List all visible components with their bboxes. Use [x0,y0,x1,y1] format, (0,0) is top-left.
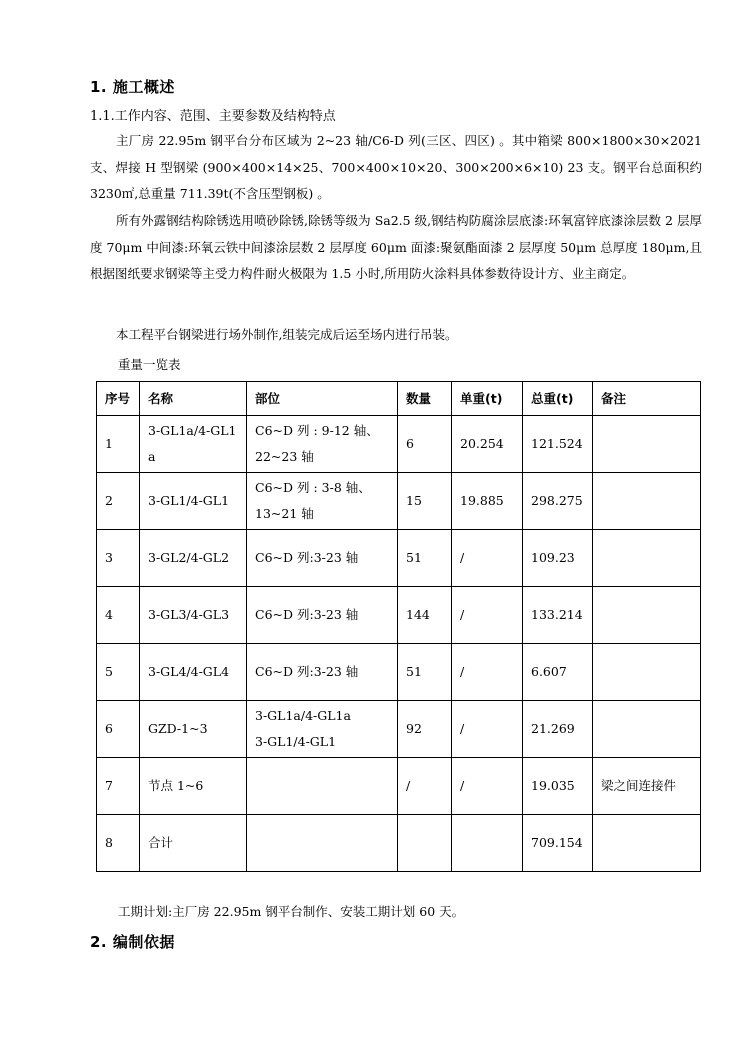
cell-total-weight: 6.607 [523,644,593,701]
cell-qty: / [398,758,452,815]
cell-qty: 92 [398,701,452,758]
cell-total-weight: 19.035 [523,758,593,815]
weight-table [96,381,701,872]
cell-name-line: 3-GL3/4-GL3 [148,607,230,622]
cell-part [247,644,398,701]
table-row [97,473,701,530]
section-2-heading: 2. 编制依据 [90,933,175,951]
schedule-text: 工期计划:主厂房 22.95m 钢平台制作、安装工期计划 60 天。 [118,904,465,919]
cell-name [140,587,247,644]
cell-note [593,473,701,530]
cell-total-weight: 109.23 [523,530,593,587]
table-row [97,644,701,701]
cell-total-weight: 298.275 [523,473,593,530]
cell-name [140,701,247,758]
cell-note [593,644,701,701]
table-caption: 重量一览表 [118,357,181,372]
cell-no: 2 [97,473,140,530]
cell-total-weight: 21.269 [523,701,593,758]
cell-part-line: C6~D 列 : 9-12 轴、 [255,423,379,438]
cell-part [247,530,398,587]
cell-qty: 144 [398,587,452,644]
header-name: 名称 [140,382,247,416]
table-row [97,587,701,644]
cell-name [140,473,247,530]
paragraph-coating: 所有外露钢结构除锈选用喷砂除锈,除锈等级为 Sa2.5 级,钢结构防腐涂层底漆:环氧富锌底漆涂层数 2 层厚度 70μm 中间漆:环氧云铁中间漆涂层数 2 层厚度 60μm 面漆:聚氨酯面漆 2 层厚度 50μm 总厚度 180μm,且根据图纸要求钢梁等主受力构件耐火极限为 1.5 小时,所用防火涂料具体参数待设计方、业主商定。 [90,213,702,281]
cell-name [140,416,247,473]
cell-name-line: 3-GL4/4-GL4 [148,664,230,679]
cell-note: 梁之间连接件 [593,758,701,815]
cell-total-weight: 709.154 [523,815,593,872]
cell-no: 5 [97,644,140,701]
cell-part-line: 3-GL1a/4-GL1a [255,708,351,723]
cell-name-line: GZD-1~3 [148,721,208,736]
cell-part [247,701,398,758]
cell-unit-weight [452,815,523,872]
cell-note [593,815,701,872]
cell-unit-weight: / [452,701,523,758]
header-part: 部位 [247,382,398,416]
cell-qty: 15 [398,473,452,530]
cell-qty [398,815,452,872]
cell-name-line: 节点 1~6 [148,778,204,793]
cell-part [247,473,398,530]
cell-qty: 51 [398,644,452,701]
table-row [97,701,701,758]
cell-name [140,815,247,872]
cell-name-line: 3-GL2/4-GL2 [148,550,230,565]
cell-total-weight: 133.214 [523,587,593,644]
cell-no: 6 [97,701,140,758]
paragraph-fabrication: 本工程平台钢梁进行场外制作,组装完成后运至场内进行吊装。 [116,327,458,342]
cell-qty: 6 [398,416,452,473]
cell-no: 7 [97,758,140,815]
cell-unit-weight: / [452,530,523,587]
section-1-heading: 1. 施工概述 [90,78,175,96]
cell-note [593,416,701,473]
cell-part-line: 13~21 轴 [255,506,314,521]
header-total-weight: 总重(t) [523,382,593,416]
header-qty: 数量 [398,382,452,416]
cell-part-line: C6~D 列:3-23 轴 [255,607,359,622]
table-row [97,815,701,872]
cell-no: 4 [97,587,140,644]
cell-part [247,758,398,815]
table-row [97,758,701,815]
cell-name [140,530,247,587]
table-header-row [97,382,701,416]
cell-note [593,701,701,758]
cell-unit-weight: 19.885 [452,473,523,530]
cell-name [140,758,247,815]
subsection-1-1-heading: 1.1.工作内容、范围、主要参数及结构特点 [90,109,336,124]
cell-no: 3 [97,530,140,587]
cell-no: 8 [97,815,140,872]
cell-qty: 51 [398,530,452,587]
cell-name-line: a [148,449,156,464]
table-body [97,416,701,872]
table-row [97,416,701,473]
cell-total-weight: 121.524 [523,416,593,473]
cell-unit-weight: / [452,758,523,815]
cell-part [247,815,398,872]
cell-part-line: 3-GL1/4-GL1 [255,734,337,749]
cell-part-line: C6~D 列 : 3-8 轴、 [255,480,371,495]
cell-part-line: C6~D 列:3-23 轴 [255,664,359,679]
cell-note [593,587,701,644]
paragraph-scope: 主厂房 22.95m 钢平台分布区域为 2~23 轴/C6-D 列(三区、四区) 。其中箱梁 800×1800×30×2021 支、焊接 H 型钢梁 (900×400×14×25、700×400×10×20、300×200×6×10) 23 支。钢平台总面积约 3230㎡,总重量 711.39t(不含压型钢板) 。 [90,133,702,201]
cell-part [247,587,398,644]
cell-part-line: 22~23 轴 [255,449,314,464]
cell-name [140,644,247,701]
cell-unit-weight: / [452,587,523,644]
cell-note [593,530,701,587]
cell-no: 1 [97,416,140,473]
cell-name-line: 合计 [148,835,174,850]
cell-part-line: C6~D 列:3-23 轴 [255,550,359,565]
cell-name-line: 3-GL1/4-GL1 [148,493,230,508]
header-note: 备注 [593,382,701,416]
header-unit-weight: 单重(t) [452,382,523,416]
cell-unit-weight: 20.254 [452,416,523,473]
cell-part [247,416,398,473]
table-row [97,530,701,587]
cell-name-line: 3-GL1a/4-GL1 [148,423,237,438]
cell-unit-weight: / [452,644,523,701]
header-no: 序号 [97,382,140,416]
